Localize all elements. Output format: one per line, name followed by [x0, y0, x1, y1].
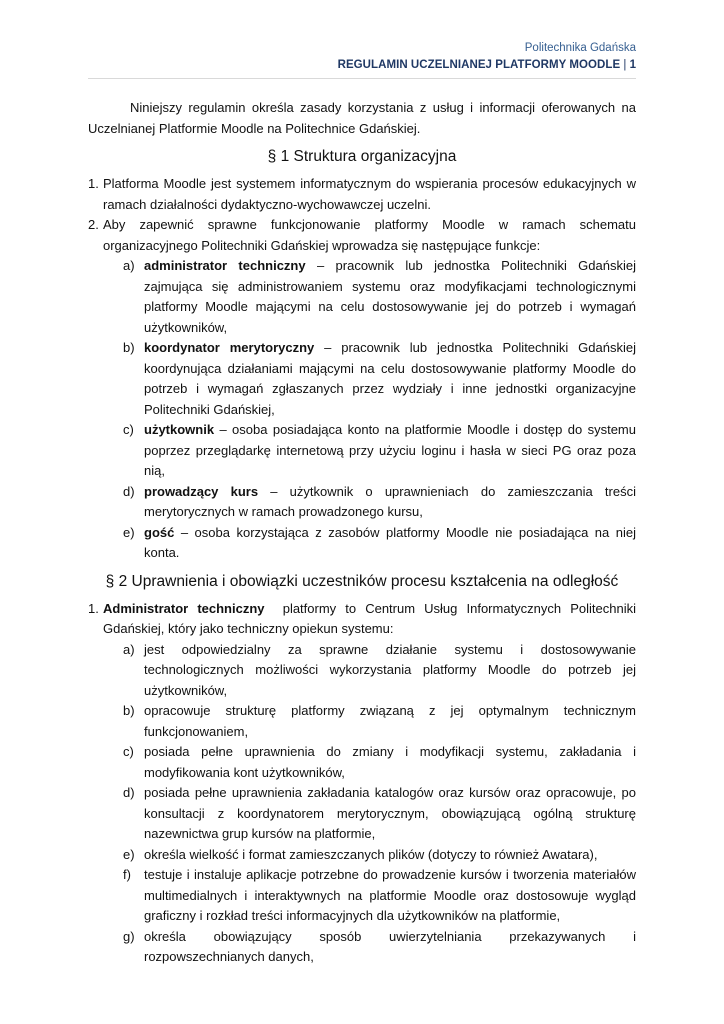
page-header — [338, 40, 636, 74]
item-number: 2. — [88, 217, 99, 232]
list-item — [88, 599, 640, 968]
sub-item-letter: c) — [123, 422, 134, 437]
sub-item-letter: g) — [123, 928, 135, 944]
role-term: administrator techniczny — [144, 258, 306, 273]
item-number: 1. — [88, 600, 99, 616]
section-2-heading: § 2 Uprawnienia i obowiązki uczestników procesu kształcenia na odległość — [105, 572, 619, 590]
sub-list-item — [103, 701, 636, 742]
sub-item-text: – osoba posiadająca konto na platformie Moodle i dostęp do systemu poprzez przeglądarkę internetową przy użyciu loginu i hasła w sieci PG oraz poza nią, — [144, 422, 636, 478]
sub-item-letter: b) — [123, 340, 135, 355]
document-body — [88, 98, 640, 968]
sub-list-item — [103, 338, 636, 420]
intro-paragraph: Niniejszy regulamin określa zasady korzystania z usług i informacji oferowanych na Uczelnianej Platformie Moodle na Politechnice Gdańskiej. — [88, 100, 636, 136]
section-1-sublist — [103, 256, 636, 564]
section-2-list — [88, 599, 640, 968]
role-term: koordynator merytoryczny — [144, 340, 315, 355]
section-2-sublist — [103, 640, 636, 968]
section-1-list — [88, 174, 636, 564]
sub-item-text: posiada pełne uprawnienia zakładania katalogów oraz kursów oraz opracowuje, po konsultacji z koordynatorem merytorycznym, obowiązującą ogólną strukturę nazewnictwa grup kursów na platformie, — [144, 785, 636, 841]
sub-item-letter: f) — [123, 867, 131, 882]
sub-item-text: określa wielkość i format zamieszczanych plików (dotyczy to również Awatara), — [144, 846, 598, 862]
header-divider — [88, 78, 636, 79]
sub-item-text: – osoba korzystająca z zasobów platformy Moodle nie posiadająca na niej konta. — [144, 524, 636, 560]
sub-item-text: – pracownik lub jednostka Politechniki Gdańskiej zajmująca się administrowaniem systemu oraz modyfikacjami technologicznymi platformy Moodle mającymi na celu dostosowywanie jej do potrzeb i wymagań użytkowników, — [144, 258, 636, 335]
list-item — [88, 174, 636, 215]
sub-list-item — [103, 783, 636, 845]
sub-list-item — [103, 927, 636, 968]
sub-list-item — [103, 482, 636, 523]
sub-item-text: testuje i instaluje aplikacje potrzebne do prowadzenie kursów i tworzenia materiałów multimedialnych i interaktywnych na platformie Moodle oraz dostosowuje wygląd graficzny i rozkład treści informacyjnych dla użytkowników na platformie, — [144, 867, 636, 923]
sub-item-letter: d) — [123, 483, 135, 499]
item-number: 1. — [88, 176, 99, 191]
sub-item-text: posiada pełne uprawnienia do zmiany i modyfikacji systemu, zakładania i modyfikowania kont użytkowników, — [144, 744, 636, 780]
sub-item-text: określa obowiązujący sposób uwierzytelniania przekazywanych i rozpowszechnianych danych, — [144, 928, 636, 964]
item-text: Aby zapewnić sprawne funkcjonowanie platformy Moodle w ramach schematu organizacyjnego Politechniki Gdańskiej wprowadza się następujące funkcje: — [103, 217, 636, 253]
header-separator: | — [623, 59, 627, 71]
sub-item-text: – użytkownik o uprawnieniach do zamieszczania treści merytorycznych w ramach prowadzonego kursu, — [144, 483, 636, 519]
sub-list-item — [103, 742, 636, 783]
sub-item-letter: c) — [123, 744, 134, 759]
sub-list-item — [103, 640, 636, 702]
role-term: gość — [144, 524, 175, 540]
list-item — [88, 215, 636, 564]
sub-item-text: – pracownik lub jednostka Politechniki Gdańskiej koordynująca działaniami mającymi na celu dostosowywanie platformy Moodle do potrzeb i wymagań zgłaszanych przez wydziały i inne jednostki organizacyjne Politechniki Gdańskiej, — [144, 340, 636, 417]
sub-item-text: jest odpowiedzialny za sprawne działanie systemu i dostosowywanie technologicznych możliwości wykorzystania platformy Moodle do potrzeb jej użytkowników, — [144, 641, 636, 698]
sub-list-item — [103, 523, 636, 564]
sub-item-letter: e) — [123, 524, 135, 540]
sub-item-letter: b) — [123, 703, 135, 718]
sub-list-item — [103, 845, 636, 866]
header-title-line — [338, 57, 636, 74]
header-institution: Politechnika Gdańska — [524, 42, 636, 54]
sub-item-text: opracowuje strukturę platformy związaną z jej optymalnym technicznym funkcjonowaniem, — [144, 703, 636, 739]
role-term: Administrator techniczny — [103, 600, 265, 616]
sub-list-item — [103, 865, 636, 927]
sub-list-item — [103, 420, 636, 482]
page-number: 1 — [629, 59, 636, 71]
header-title: REGULAMIN UCZELNIANEJ PLATFORMY MOODLE — [337, 59, 621, 71]
item-text: platformy to Centrum Usług Informatycznych Politechniki Gdańskiej, który jako techniczny opiekun systemu: — [103, 600, 640, 636]
role-term: użytkownik — [144, 422, 215, 437]
sub-item-letter: a) — [123, 641, 135, 657]
role-term: prowadzący kurs — [144, 483, 259, 499]
item-text: Platforma Moodle jest systemem informatycznym do wspierania procesów edukacyjnych w ramach działalności dydaktyczno-wychowawczej uczelni. — [103, 176, 636, 212]
sub-item-letter: a) — [123, 258, 135, 273]
section-1-heading: § 1 Struktura organizacyjna — [267, 148, 457, 165]
sub-item-letter: d) — [123, 785, 135, 800]
sub-list-item — [103, 256, 636, 338]
sub-item-letter: e) — [123, 846, 135, 862]
